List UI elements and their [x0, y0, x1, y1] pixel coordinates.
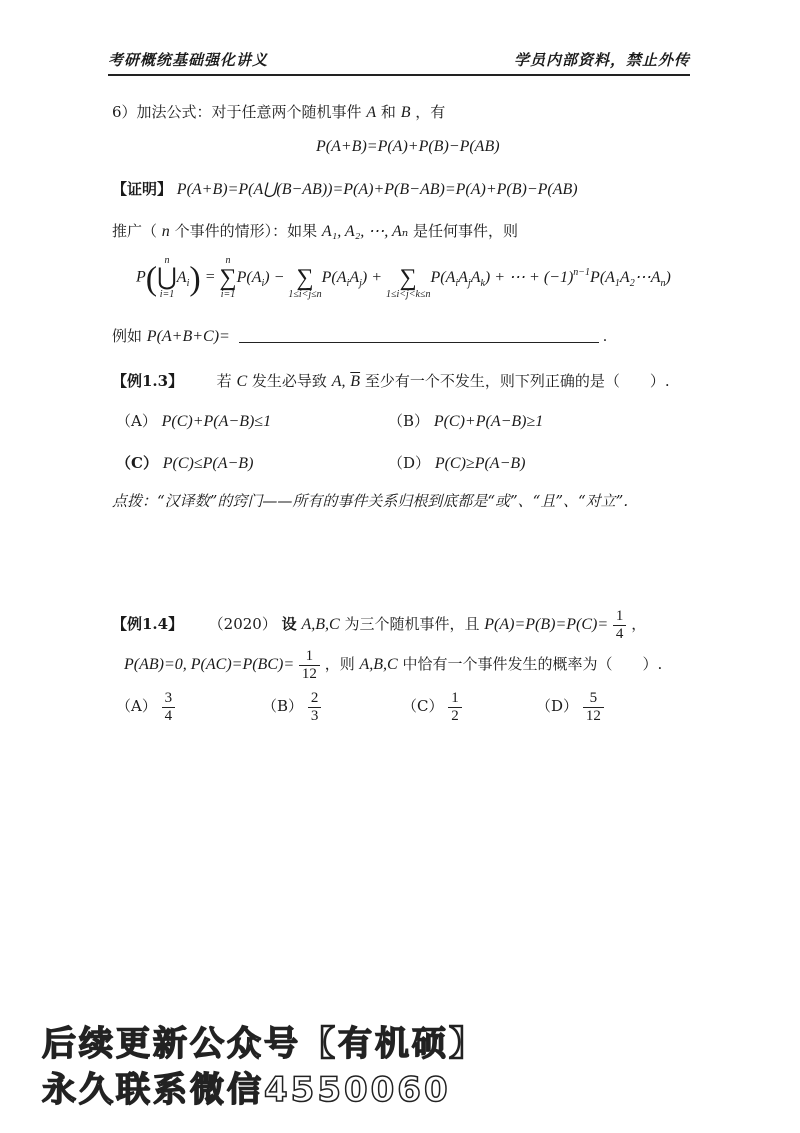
- option-key: （D）: [388, 454, 431, 472]
- generalization-intro: 推广（: [112, 222, 158, 240]
- example-1-4-label: 【例1.4】: [112, 615, 184, 633]
- fraction-numerator: 1: [613, 608, 627, 626]
- example-1-4-option-d: [536, 686, 604, 726]
- example-1-3-option-a: [116, 410, 271, 431]
- option-key: （C）: [116, 454, 158, 472]
- watermark-line-2: 永久联系微信4550060: [42, 1070, 451, 1110]
- example-line: [112, 325, 607, 346]
- example-1-4-option-c: [402, 686, 462, 726]
- example-1-3-var-c: C: [236, 373, 248, 390]
- option-key: （B）: [262, 697, 304, 715]
- example-label: 例如: [112, 327, 143, 345]
- generalization-mid: 个事件的情形）：如果: [174, 222, 318, 240]
- example-1-4-q1: 设: [281, 615, 297, 633]
- fraction-denominator: 3: [310, 707, 319, 724]
- example-1-4-option-b: [262, 686, 321, 726]
- option-expression: P(C)+P(A−B)≤1: [161, 413, 272, 430]
- option-fraction: [162, 690, 176, 724]
- fraction-numerator: 2: [308, 690, 322, 708]
- fraction-numerator: 1: [448, 690, 462, 708]
- example-1-3-label: 【例1.3】: [112, 372, 184, 390]
- option-expression: P(C)+P(A−B)≥1: [433, 413, 544, 430]
- example-1-3-q1: 若: [216, 372, 232, 390]
- proof-expression: P(A+B)=P(A⋃(B−AB))=P(A)+P(B−AB)=P(A)+P(B)−P(AB): [176, 181, 578, 198]
- addition-intro: [112, 101, 445, 122]
- example-1-4-l2-vars: A,B,C: [359, 656, 398, 673]
- addition-intro-end: ，有: [415, 103, 446, 121]
- example-1-4-equation: P(A)=P(B)=P(C)=: [484, 616, 609, 633]
- generalization-n: n: [161, 223, 170, 240]
- header-left-title: 考研概统基础强化讲义: [108, 51, 269, 69]
- fraction-denominator: 4: [164, 707, 173, 724]
- generalization-end: 是任何事件，则: [413, 222, 519, 240]
- fraction-denominator: 12: [585, 707, 601, 724]
- option-fraction: [308, 690, 322, 724]
- fraction-denominator: 4: [615, 625, 624, 642]
- tip-line: [112, 490, 628, 511]
- addition-intro-text: 6）加法公式：对于任意两个随机事件: [112, 103, 362, 121]
- addition-intro-and: 和: [380, 103, 396, 121]
- option-expression: P(C)≥P(A−B): [434, 455, 526, 472]
- example-end: .: [603, 328, 608, 345]
- example-1-4-l2-expression: P(AB)=0, P(AC)=P(BC)=: [124, 656, 295, 673]
- example-1-3-option-b: [388, 410, 543, 431]
- option-key: （B）: [388, 412, 430, 430]
- example-1-3-question: [112, 370, 670, 391]
- fraction-numerator: 1: [299, 648, 320, 666]
- inclusion-exclusion-formula: P( n ⋃ i=1 $A_i$) = n ∑ i=1 $P(A_i)$ − ∑ 1≤i<j≤n $P(A_iA_j)$ + ∑ 1≤i<j<k≤n $P(A_iA_jA_k)$ + ⋯ + $(-1)^{n-1}P(A_1A_2\cdots A_n)$: [136, 255, 671, 300]
- option-key: （A）: [116, 697, 157, 715]
- example-1-3-q2: 发生必导致: [251, 372, 327, 390]
- option-fraction: [583, 690, 604, 724]
- example-1-3-option-d: [388, 452, 525, 473]
- example-1-4-question: [112, 605, 646, 643]
- addition-intro-var-b: B: [400, 104, 411, 121]
- example-1-3-q3: 至少有一个不发生，则下列正确的是（ ）.: [364, 372, 670, 390]
- example-1-3-var-a: A,: [331, 373, 346, 390]
- example-expression: P(A+B+C)=: [146, 328, 230, 345]
- fraction-numerator: 5: [583, 690, 604, 708]
- addition-formula: [316, 137, 500, 156]
- option-key: （A）: [116, 412, 157, 430]
- example-1-4-vars: A,B,C: [301, 616, 340, 633]
- proof-line: [112, 178, 578, 199]
- fraction-denominator: 2: [451, 707, 459, 724]
- example-1-4-year: （2020）: [208, 615, 277, 633]
- fraction-denominator: 12: [301, 665, 317, 682]
- addition-formula-text: P(A+B)=P(A)+P(B)−P(AB): [316, 138, 500, 155]
- tip-text: 点拨：“汉译数”的窍门——所有的事件关系归根到底都是“或”、“且”、“对立”.: [112, 492, 629, 510]
- proof-label: 【证明】: [112, 180, 173, 198]
- answer-blank: [239, 328, 599, 343]
- option-key: （C）: [402, 697, 444, 715]
- example-1-4-l2-end: 中恰有一个事件发生的概率为（ ）.: [402, 655, 663, 673]
- fraction-one-twelfth: [299, 648, 320, 682]
- example-1-4-l2-mid: ，则: [324, 655, 355, 673]
- option-expression: P(C)≤P(A−B): [162, 455, 254, 472]
- example-1-4-q2: 为三个随机事件，且: [344, 615, 480, 633]
- example-1-4-line2: [124, 645, 662, 683]
- example-1-3-var-b-bar: $\overline{B}$: [350, 373, 361, 390]
- page-header: [108, 50, 690, 76]
- fraction-numerator: 3: [162, 690, 176, 708]
- watermark-line-1: 后续更新公众号【有机硕】: [42, 1024, 486, 1064]
- option-fraction: [448, 690, 462, 724]
- generalization-events: A₁, A₂, ⋯, Aₙ: [321, 223, 409, 240]
- example-1-4-option-a: [116, 686, 175, 726]
- header-right-notice: 学员内部资料，禁止外传: [513, 51, 690, 69]
- example-1-4-q2-end: ，: [631, 615, 647, 633]
- fraction-one-quarter: [613, 608, 627, 642]
- example-1-3-option-c: [116, 452, 253, 473]
- option-key: （D）: [536, 697, 579, 715]
- addition-intro-var-a: A: [366, 104, 377, 121]
- generalization-line: [112, 220, 518, 241]
